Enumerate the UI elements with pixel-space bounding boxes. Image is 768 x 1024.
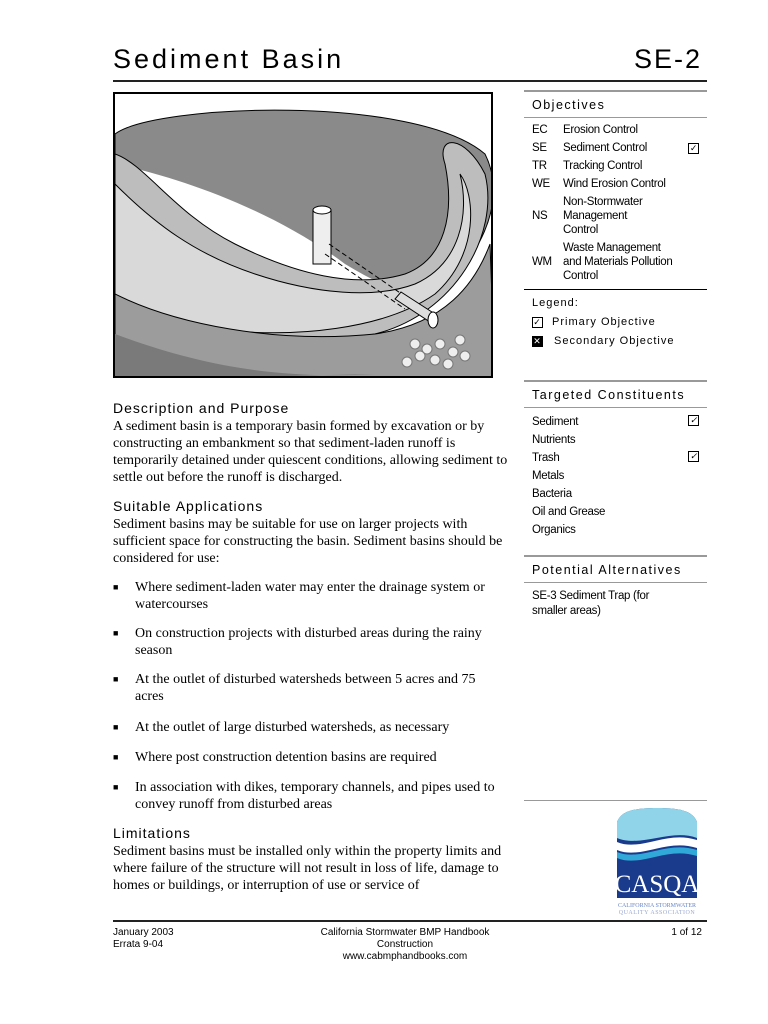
bullet-icon: ■ [113, 752, 119, 762]
footer-left: January 2003 Errata 9-04 [113, 927, 174, 950]
objective-code: WE [532, 178, 550, 190]
limitations-text: Sediment basins must be installed only within the property limits and where failure of the structure will not result in loss of life, damage to homes or buildings, or interruption of use or service of [113, 844, 502, 893]
svg-text:CASQA: CASQA [614, 871, 700, 898]
constituent-row [524, 431, 707, 449]
objectives-heading: Objectives [524, 90, 707, 118]
constituent-row [524, 467, 707, 485]
constituent-row [524, 413, 707, 431]
objective-label: Waste Management and Materials Pollution Control [563, 242, 673, 282]
checked-box-icon: ✓ [689, 451, 698, 461]
bullet-icon: ■ [113, 582, 119, 592]
constituent-row [524, 503, 707, 521]
alternatives-heading: Potential Alternatives [524, 555, 707, 583]
handbook-link[interactable]: www.cabmphandbooks.com [342, 951, 468, 962]
footer-divider [113, 920, 707, 922]
constituent-label: Nutrients [532, 434, 576, 446]
constituent-label: Sediment [532, 416, 579, 428]
bullet-item: ■ At the outlet of disturbed watersheds between 5 acres and 75 acres [113, 672, 476, 704]
header-divider [113, 80, 707, 82]
objective-code: TR [532, 160, 547, 172]
description-heading: Description and Purpose [113, 400, 290, 416]
page-number: 1 of 12 [671, 927, 702, 938]
logo-subtitle: CALIFORNIA STORMWATER QUALITY ASSOCIATION [617, 903, 697, 916]
legend-secondary: Secondary Objective [554, 335, 675, 347]
objective-code: WM [532, 256, 552, 268]
objective-label: Erosion Control [563, 124, 638, 136]
checked-box-icon: ✓ [689, 415, 698, 425]
bullet-item: ■ On construction projects with disturbed areas during the rainy season [113, 626, 482, 658]
objective-row [524, 239, 707, 285]
secondary-checkbox-icon: ✕ [533, 336, 542, 346]
limitations-heading: Limitations [113, 825, 191, 841]
bullet-icon: ■ [113, 628, 119, 638]
primary-checkbox-icon: ✓ [533, 317, 542, 327]
constituent-row [524, 485, 707, 503]
bullet-item: ■ In association with dikes, temporary channels, and pipes used to convey runoff from disturbed areas [113, 780, 495, 812]
objective-row [524, 157, 707, 175]
alternatives-text: SE-3 Sediment Trap (for smaller areas) [532, 590, 650, 617]
constituents-heading: Targeted Constituents [524, 380, 707, 408]
applications-heading: Suitable Applications [113, 498, 264, 514]
objective-row [524, 139, 707, 157]
legend-label: Legend: [532, 297, 579, 309]
casqa-logo [611, 808, 703, 917]
objective-label: Non-Stormwater Management Control [563, 196, 643, 236]
alternatives-panel [524, 555, 707, 625]
objective-row [524, 193, 707, 239]
objective-label: Sediment Control [563, 142, 648, 154]
objective-label: Tracking Control [563, 160, 643, 172]
description-text: A sediment basin is a temporary basin formed by excavation or by constructing an embankment so that sediment-laden runoff is temporarily detained under quiescent conditions, allowing sediment to settle out before the runoff is discharged. [113, 419, 508, 485]
objective-code: EC [532, 124, 548, 136]
bullet-item: ■ At the outlet of large disturbed watersheds, as necessary [113, 720, 450, 735]
bmp-code: SE-2 [633, 44, 702, 74]
bullet-icon: ■ [113, 674, 119, 684]
sediment-basin-illustration [113, 92, 493, 378]
constituents-panel [524, 380, 707, 539]
constituent-row [524, 521, 707, 539]
logo-divider [524, 800, 707, 801]
constituent-label: Metals [532, 470, 565, 482]
checked-box-icon: ✓ [689, 142, 698, 153]
bullet-icon: ■ [113, 722, 119, 732]
objective-label: Wind Erosion Control [563, 178, 666, 190]
constituent-row [524, 449, 707, 467]
footer-center: California Stormwater BMP Handbook Construction www.cabmphandbooks.com [250, 927, 560, 963]
constituent-label: Oil and Grease [532, 506, 606, 518]
constituent-label: Bacteria [532, 488, 572, 500]
bullet-icon: ■ [113, 782, 119, 792]
bullet-item: ■ Where post construction detention basins are required [113, 750, 437, 765]
page-title: Sediment Basin [113, 44, 345, 74]
bullet-item: ■ Where sediment-laden water may enter the drainage system or watercourses [113, 580, 485, 612]
legend-primary: Primary Objective [552, 316, 656, 328]
constituent-label: Organics [532, 524, 576, 536]
constituent-label: Trash [532, 452, 560, 464]
objective-code: NS [532, 210, 548, 222]
objectives-panel [524, 90, 707, 355]
applications-text: Sediment basins may be suitable for use on larger projects with sufficient space for constructing the basin. Sediment basins should be considered for use: [113, 517, 503, 566]
objective-code: SE [532, 142, 547, 154]
objective-row [524, 121, 707, 139]
objective-row [524, 175, 707, 193]
